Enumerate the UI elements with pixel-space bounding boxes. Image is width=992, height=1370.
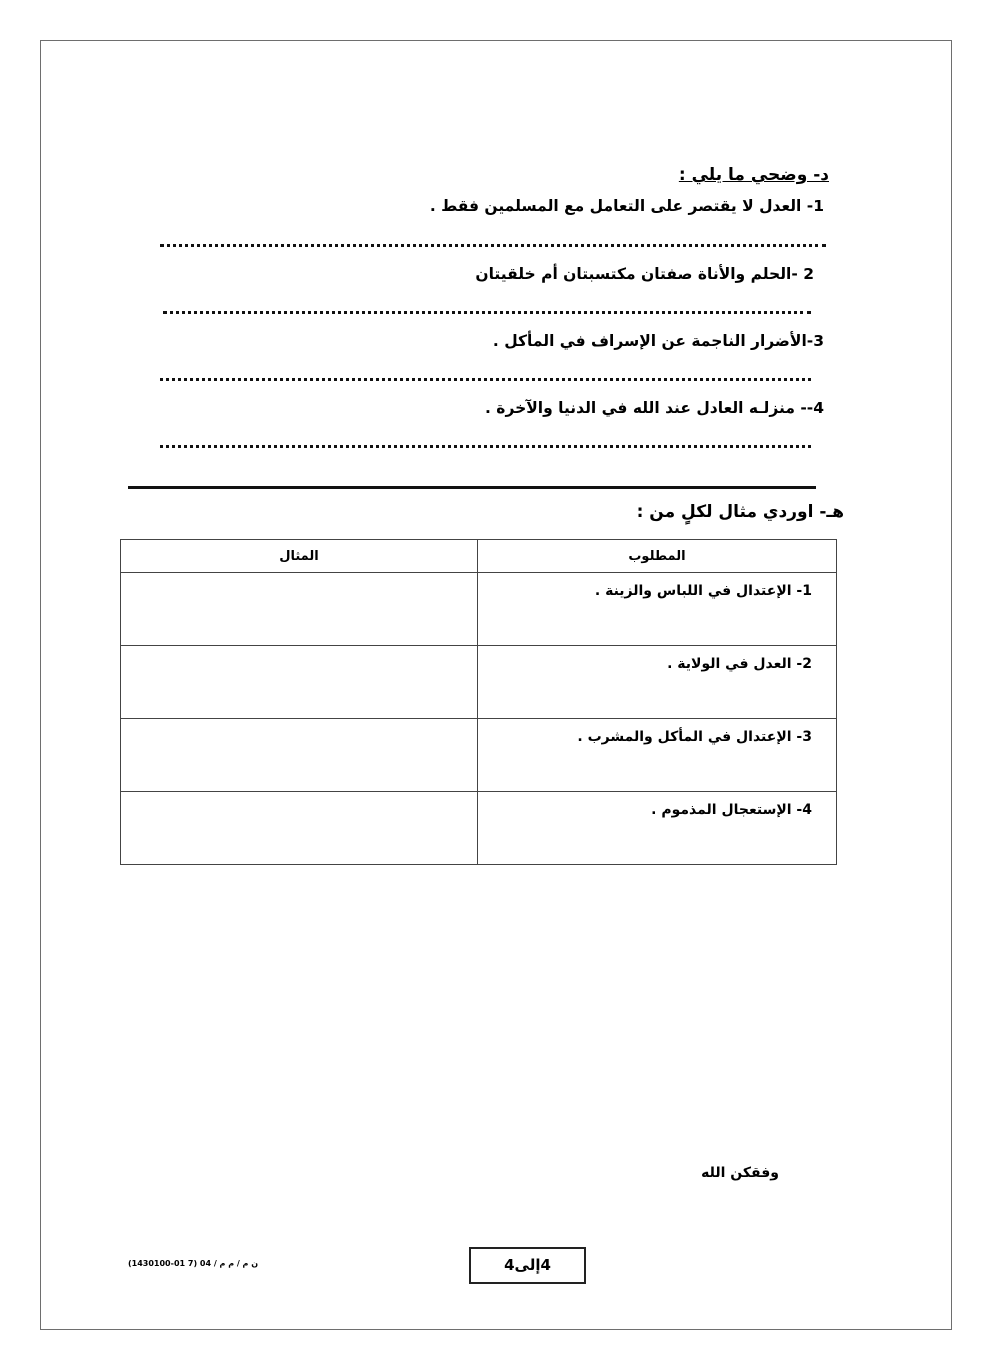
closing-blessing: وفقكن الله bbox=[701, 1165, 779, 1181]
table-row bbox=[121, 792, 837, 865]
question-2: 2 -الحلم والأناة صفتان مكتسبتان أم خلقيتان bbox=[475, 265, 814, 283]
table-row bbox=[121, 573, 837, 646]
example-cell-3[interactable] bbox=[121, 719, 478, 792]
required-cell-4: 4- الإستعجال المذموم . bbox=[477, 792, 836, 865]
examples-table bbox=[120, 539, 837, 865]
question-1: 1- العدل لا يقتصر على التعامل مع المسلمين فقط . bbox=[429, 197, 824, 215]
answer-line-4[interactable] bbox=[160, 445, 811, 448]
header-example: المثال bbox=[121, 540, 478, 573]
header-required: المطلوب bbox=[477, 540, 836, 573]
page-number-box: 4إلى4 bbox=[469, 1247, 586, 1284]
answer-line-1[interactable] bbox=[160, 244, 826, 247]
document-code: ن م / م م / 04 (7 01-1430100) bbox=[128, 1259, 259, 1268]
example-cell-4[interactable] bbox=[121, 792, 478, 865]
required-cell-2: 2- العدل في الولاية . bbox=[477, 646, 836, 719]
table-row bbox=[121, 719, 837, 792]
section-h-heading: هـ- اوردي مثال لكلٍ من : bbox=[636, 502, 844, 522]
required-cell-1: 1- الإعتدال في اللباس والزينة . bbox=[477, 573, 836, 646]
table-header-row bbox=[121, 540, 837, 573]
example-cell-2[interactable] bbox=[121, 646, 478, 719]
example-cell-1[interactable] bbox=[121, 573, 478, 646]
answer-line-3[interactable] bbox=[160, 378, 811, 381]
answer-line-2[interactable] bbox=[163, 311, 811, 314]
section-divider bbox=[128, 486, 816, 489]
question-3: 3-الأضرار الناجمة عن الإسراف في المأكل . bbox=[492, 332, 824, 350]
question-4: 4-- منزلـه العادل عند الله في الدنيا والآخرة . bbox=[485, 399, 824, 417]
section-d-heading: د- وضحي ما يلي : bbox=[678, 165, 829, 185]
required-cell-3: 3- الإعتدال في المأكل والمشرب . bbox=[477, 719, 836, 792]
table-row bbox=[121, 646, 837, 719]
